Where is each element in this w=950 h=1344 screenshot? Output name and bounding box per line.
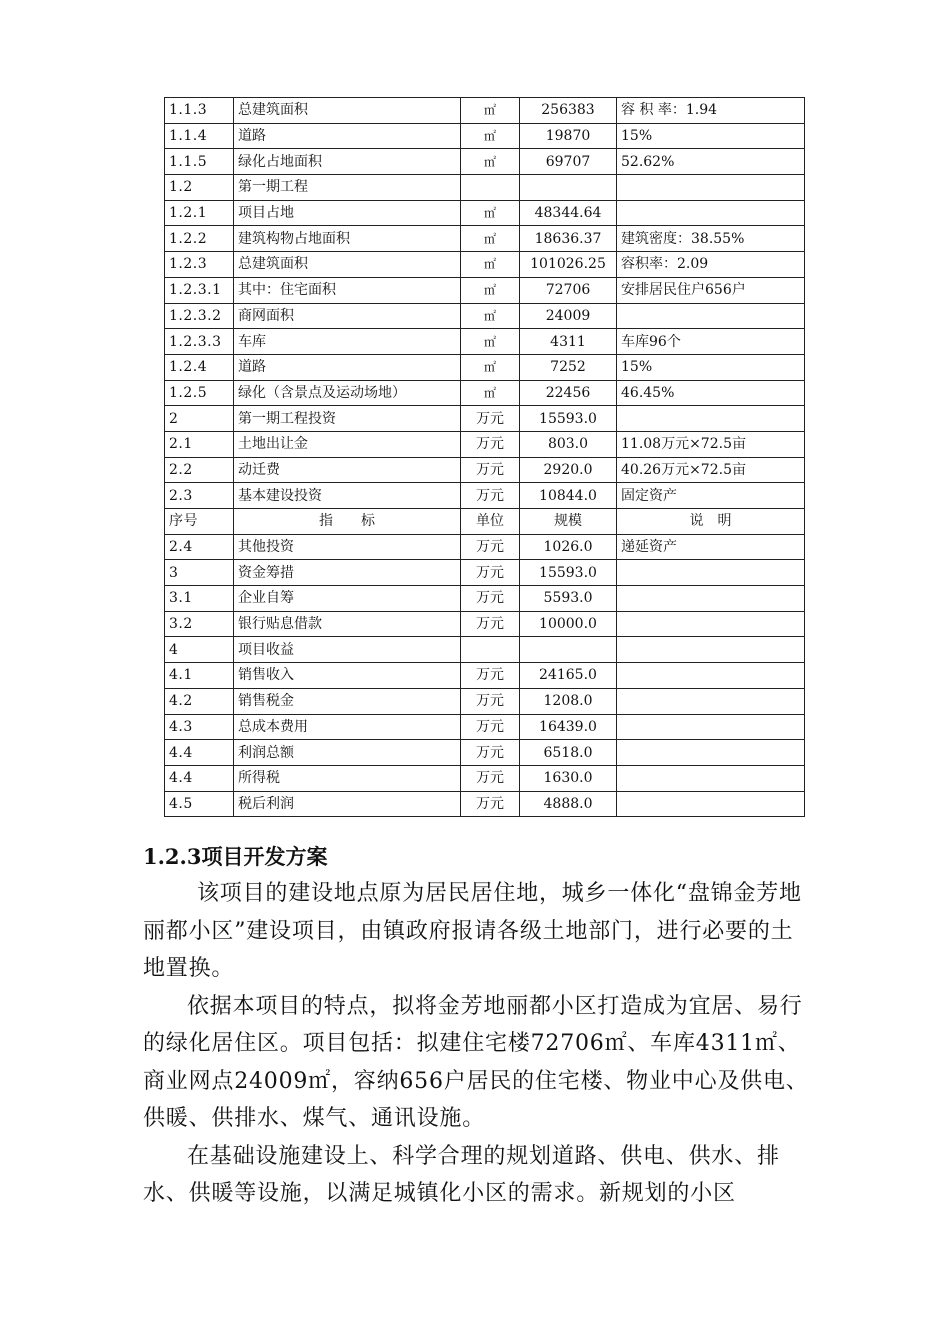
row-number-cell: 2.1 (165, 431, 234, 457)
table-row (165, 509, 805, 535)
row-number-cell: 4.1 (165, 663, 234, 689)
unit-cell: 万元 (461, 457, 520, 483)
unit-cell: 万元 (461, 406, 520, 432)
row-number-cell: 4.4 (165, 765, 234, 791)
indicator-cell: 绿化（含景点及运动场地） (234, 380, 461, 406)
indicator-cell: 总建筑面积 (234, 98, 461, 124)
scale-cell: 15593.0 (520, 560, 617, 586)
unit-cell: 万元 (461, 431, 520, 457)
row-number-cell: 4.3 (165, 714, 234, 740)
table-row (165, 354, 805, 380)
table-row (165, 303, 805, 329)
scale-cell: 256383 (520, 98, 617, 124)
indicator-cell: 道路 (234, 123, 461, 149)
indicator-cell: 第一期工程投资 (234, 406, 461, 432)
scale-cell: 6518.0 (520, 740, 617, 766)
row-number-cell: 1.2 (165, 175, 234, 201)
unit-cell: 万元 (461, 483, 520, 509)
note-cell: 11.08万元×72.5亩 (617, 431, 805, 457)
row-number-cell: 2.4 (165, 534, 234, 560)
unit-cell: ㎡ (461, 98, 520, 124)
scale-cell: 10000.0 (520, 611, 617, 637)
table-row (165, 663, 805, 689)
row-number-cell: 4.2 (165, 688, 234, 714)
unit-cell: ㎡ (461, 303, 520, 329)
row-number-cell: 2 (165, 406, 234, 432)
table-row (165, 688, 805, 714)
indicator-cell: 其中：住宅面积 (234, 277, 461, 303)
paragraph: 在基础设施建设上、科学合理的规划道路、供电、供水、排水、供暖等设施，以满足城镇化小区的需求。新规划的小区 (143, 1143, 780, 1206)
note-cell: 15% (617, 354, 805, 380)
unit-cell: 万元 (461, 534, 520, 560)
indicator-cell: 销售收入 (234, 663, 461, 689)
unit-cell: 万元 (461, 740, 520, 766)
indicator-cell: 资金筹措 (234, 560, 461, 586)
table-row (165, 534, 805, 560)
scale-cell: 2920.0 (520, 457, 617, 483)
unit-cell: 万元 (461, 560, 520, 586)
table-row (165, 714, 805, 740)
scale-cell: 10844.0 (520, 483, 617, 509)
table-row (165, 406, 805, 432)
scale-cell: 18636.37 (520, 226, 617, 252)
row-number-cell: 3.1 (165, 586, 234, 612)
table-row (165, 791, 805, 817)
indicator-cell: 企业自筹 (234, 586, 461, 612)
scale-cell: 24165.0 (520, 663, 617, 689)
scale-cell: 16439.0 (520, 714, 617, 740)
unit-cell: 万元 (461, 765, 520, 791)
table-row (165, 483, 805, 509)
row-number-cell: 1.2.1 (165, 200, 234, 226)
note-cell: 容 积 率：1.94 (617, 98, 805, 124)
row-number-cell: 4 (165, 637, 234, 663)
indicator-cell: 土地出让金 (234, 431, 461, 457)
unit-cell (461, 637, 520, 663)
note-cell (617, 714, 805, 740)
table-row (165, 457, 805, 483)
indicator-cell: 销售税金 (234, 688, 461, 714)
note-cell (617, 688, 805, 714)
scale-cell (520, 175, 617, 201)
indicator-cell: 第一期工程 (234, 175, 461, 201)
note-cell: 安排居民住户656户 (617, 277, 805, 303)
scale-cell: 69707 (520, 149, 617, 175)
table-row (165, 611, 805, 637)
row-number-cell: 4.4 (165, 740, 234, 766)
scale-cell: 101026.25 (520, 252, 617, 278)
table-row (165, 740, 805, 766)
unit-cell: ㎡ (461, 123, 520, 149)
table-row (165, 586, 805, 612)
scale-cell: 803.0 (520, 431, 617, 457)
note-cell (617, 791, 805, 817)
note-cell: 说 明 (617, 509, 805, 535)
indicator-cell: 其他投资 (234, 534, 461, 560)
scale-cell: 规模 (520, 509, 617, 535)
note-cell (617, 175, 805, 201)
unit-cell: ㎡ (461, 226, 520, 252)
row-number-cell: 1.2.3.1 (165, 277, 234, 303)
table-row (165, 98, 805, 124)
scale-cell: 1208.0 (520, 688, 617, 714)
scale-cell (520, 637, 617, 663)
note-cell: 固定资产 (617, 483, 805, 509)
unit-cell: 万元 (461, 586, 520, 612)
unit-cell (461, 175, 520, 201)
indicator-cell: 车库 (234, 329, 461, 355)
row-number-cell: 1.2.5 (165, 380, 234, 406)
scale-cell: 1026.0 (520, 534, 617, 560)
scale-cell: 72706 (520, 277, 617, 303)
unit-cell: ㎡ (461, 380, 520, 406)
unit-cell: 万元 (461, 714, 520, 740)
unit-cell: 万元 (461, 611, 520, 637)
row-number-cell: 1.2.4 (165, 354, 234, 380)
note-cell (617, 560, 805, 586)
scale-cell: 4311 (520, 329, 617, 355)
note-cell (617, 303, 805, 329)
paragraph: 依据本项目的特点，拟将金芳地丽都小区打造成为宜居、易行的绿化居住区。项目包括：拟建住宅楼72706㎡、车库4311㎡、商业网点24009㎡，容纳656户居民的住宅楼、物业中心及供电、供暖、供排水、煤气、通讯设施。 (143, 993, 809, 1131)
table-row (165, 277, 805, 303)
note-cell (617, 406, 805, 432)
scale-cell: 22456 (520, 380, 617, 406)
indicator-cell: 项目收益 (234, 637, 461, 663)
unit-cell: ㎡ (461, 252, 520, 278)
scale-cell: 19870 (520, 123, 617, 149)
row-number-cell: 1.2.3.3 (165, 329, 234, 355)
scale-cell: 15593.0 (520, 406, 617, 432)
unit-cell: ㎡ (461, 200, 520, 226)
indicator-cell: 项目占地 (234, 200, 461, 226)
scale-cell: 24009 (520, 303, 617, 329)
note-cell: 容积率：2.09 (617, 252, 805, 278)
table-row (165, 175, 805, 201)
scale-cell: 4888.0 (520, 791, 617, 817)
indicator-cell: 建筑构物占地面积 (234, 226, 461, 252)
table-row (165, 226, 805, 252)
table-row (165, 149, 805, 175)
note-cell: 52.62% (617, 149, 805, 175)
unit-cell: ㎡ (461, 354, 520, 380)
row-number-cell: 1.2.3.2 (165, 303, 234, 329)
table-row (165, 200, 805, 226)
row-number-cell: 序号 (165, 509, 234, 535)
indicator-cell: 银行贴息借款 (234, 611, 461, 637)
indicator-cell: 动迁费 (234, 457, 461, 483)
indicator-cell: 总建筑面积 (234, 252, 461, 278)
table-row (165, 380, 805, 406)
unit-cell: ㎡ (461, 329, 520, 355)
note-cell (617, 637, 805, 663)
unit-cell: ㎡ (461, 277, 520, 303)
note-cell: 建筑密度：38.55% (617, 226, 805, 252)
row-number-cell: 4.5 (165, 791, 234, 817)
scale-cell: 1630.0 (520, 765, 617, 791)
note-cell: 15% (617, 123, 805, 149)
indicator-cell: 税后利润 (234, 791, 461, 817)
section-heading: 1.2.3项目开发方案 (143, 844, 328, 869)
table-row (165, 123, 805, 149)
unit-cell: 万元 (461, 791, 520, 817)
note-cell (617, 663, 805, 689)
row-number-cell: 2.2 (165, 457, 234, 483)
note-cell: 40.26万元×72.5亩 (617, 457, 805, 483)
row-number-cell: 1.1.3 (165, 98, 234, 124)
note-cell (617, 740, 805, 766)
note-cell (617, 586, 805, 612)
note-cell: 递延资产 (617, 534, 805, 560)
table-row (165, 765, 805, 791)
row-number-cell: 3 (165, 560, 234, 586)
indicator-cell: 基本建设投资 (234, 483, 461, 509)
indicator-cell: 利润总额 (234, 740, 461, 766)
indicator-cell: 总成本费用 (234, 714, 461, 740)
indicator-cell: 指 标 (234, 509, 461, 535)
indicator-table-body (165, 98, 805, 817)
section-content (143, 842, 813, 1213)
scale-cell: 7252 (520, 354, 617, 380)
row-number-cell: 2.3 (165, 483, 234, 509)
note-cell (617, 611, 805, 637)
indicator-cell: 绿化占地面积 (234, 149, 461, 175)
unit-cell: ㎡ (461, 149, 520, 175)
unit-cell: 万元 (461, 688, 520, 714)
table-row (165, 329, 805, 355)
indicator-cell: 商网面积 (234, 303, 461, 329)
indicator-cell: 所得税 (234, 765, 461, 791)
scale-cell: 48344.64 (520, 200, 617, 226)
unit-cell: 万元 (461, 663, 520, 689)
row-number-cell: 1.1.4 (165, 123, 234, 149)
table-row (165, 431, 805, 457)
note-cell (617, 200, 805, 226)
row-number-cell: 3.2 (165, 611, 234, 637)
note-cell (617, 765, 805, 791)
table-row (165, 252, 805, 278)
row-number-cell: 1.1.5 (165, 149, 234, 175)
indicator-table (164, 97, 805, 817)
unit-cell: 单位 (461, 509, 520, 535)
row-number-cell: 1.2.2 (165, 226, 234, 252)
table-row (165, 560, 805, 586)
note-cell: 车库96个 (617, 329, 805, 355)
indicator-cell: 道路 (234, 354, 461, 380)
note-cell: 46.45% (617, 380, 805, 406)
table-row (165, 637, 805, 663)
row-number-cell: 1.2.3 (165, 252, 234, 278)
paragraph: 该项目的建设地点原为居民居住地，城乡一体化“盘锦金芳地丽都小区”建设项目，由镇政府报请各级土地部门，进行必要的土地置换。 (143, 881, 802, 981)
scale-cell: 5593.0 (520, 586, 617, 612)
